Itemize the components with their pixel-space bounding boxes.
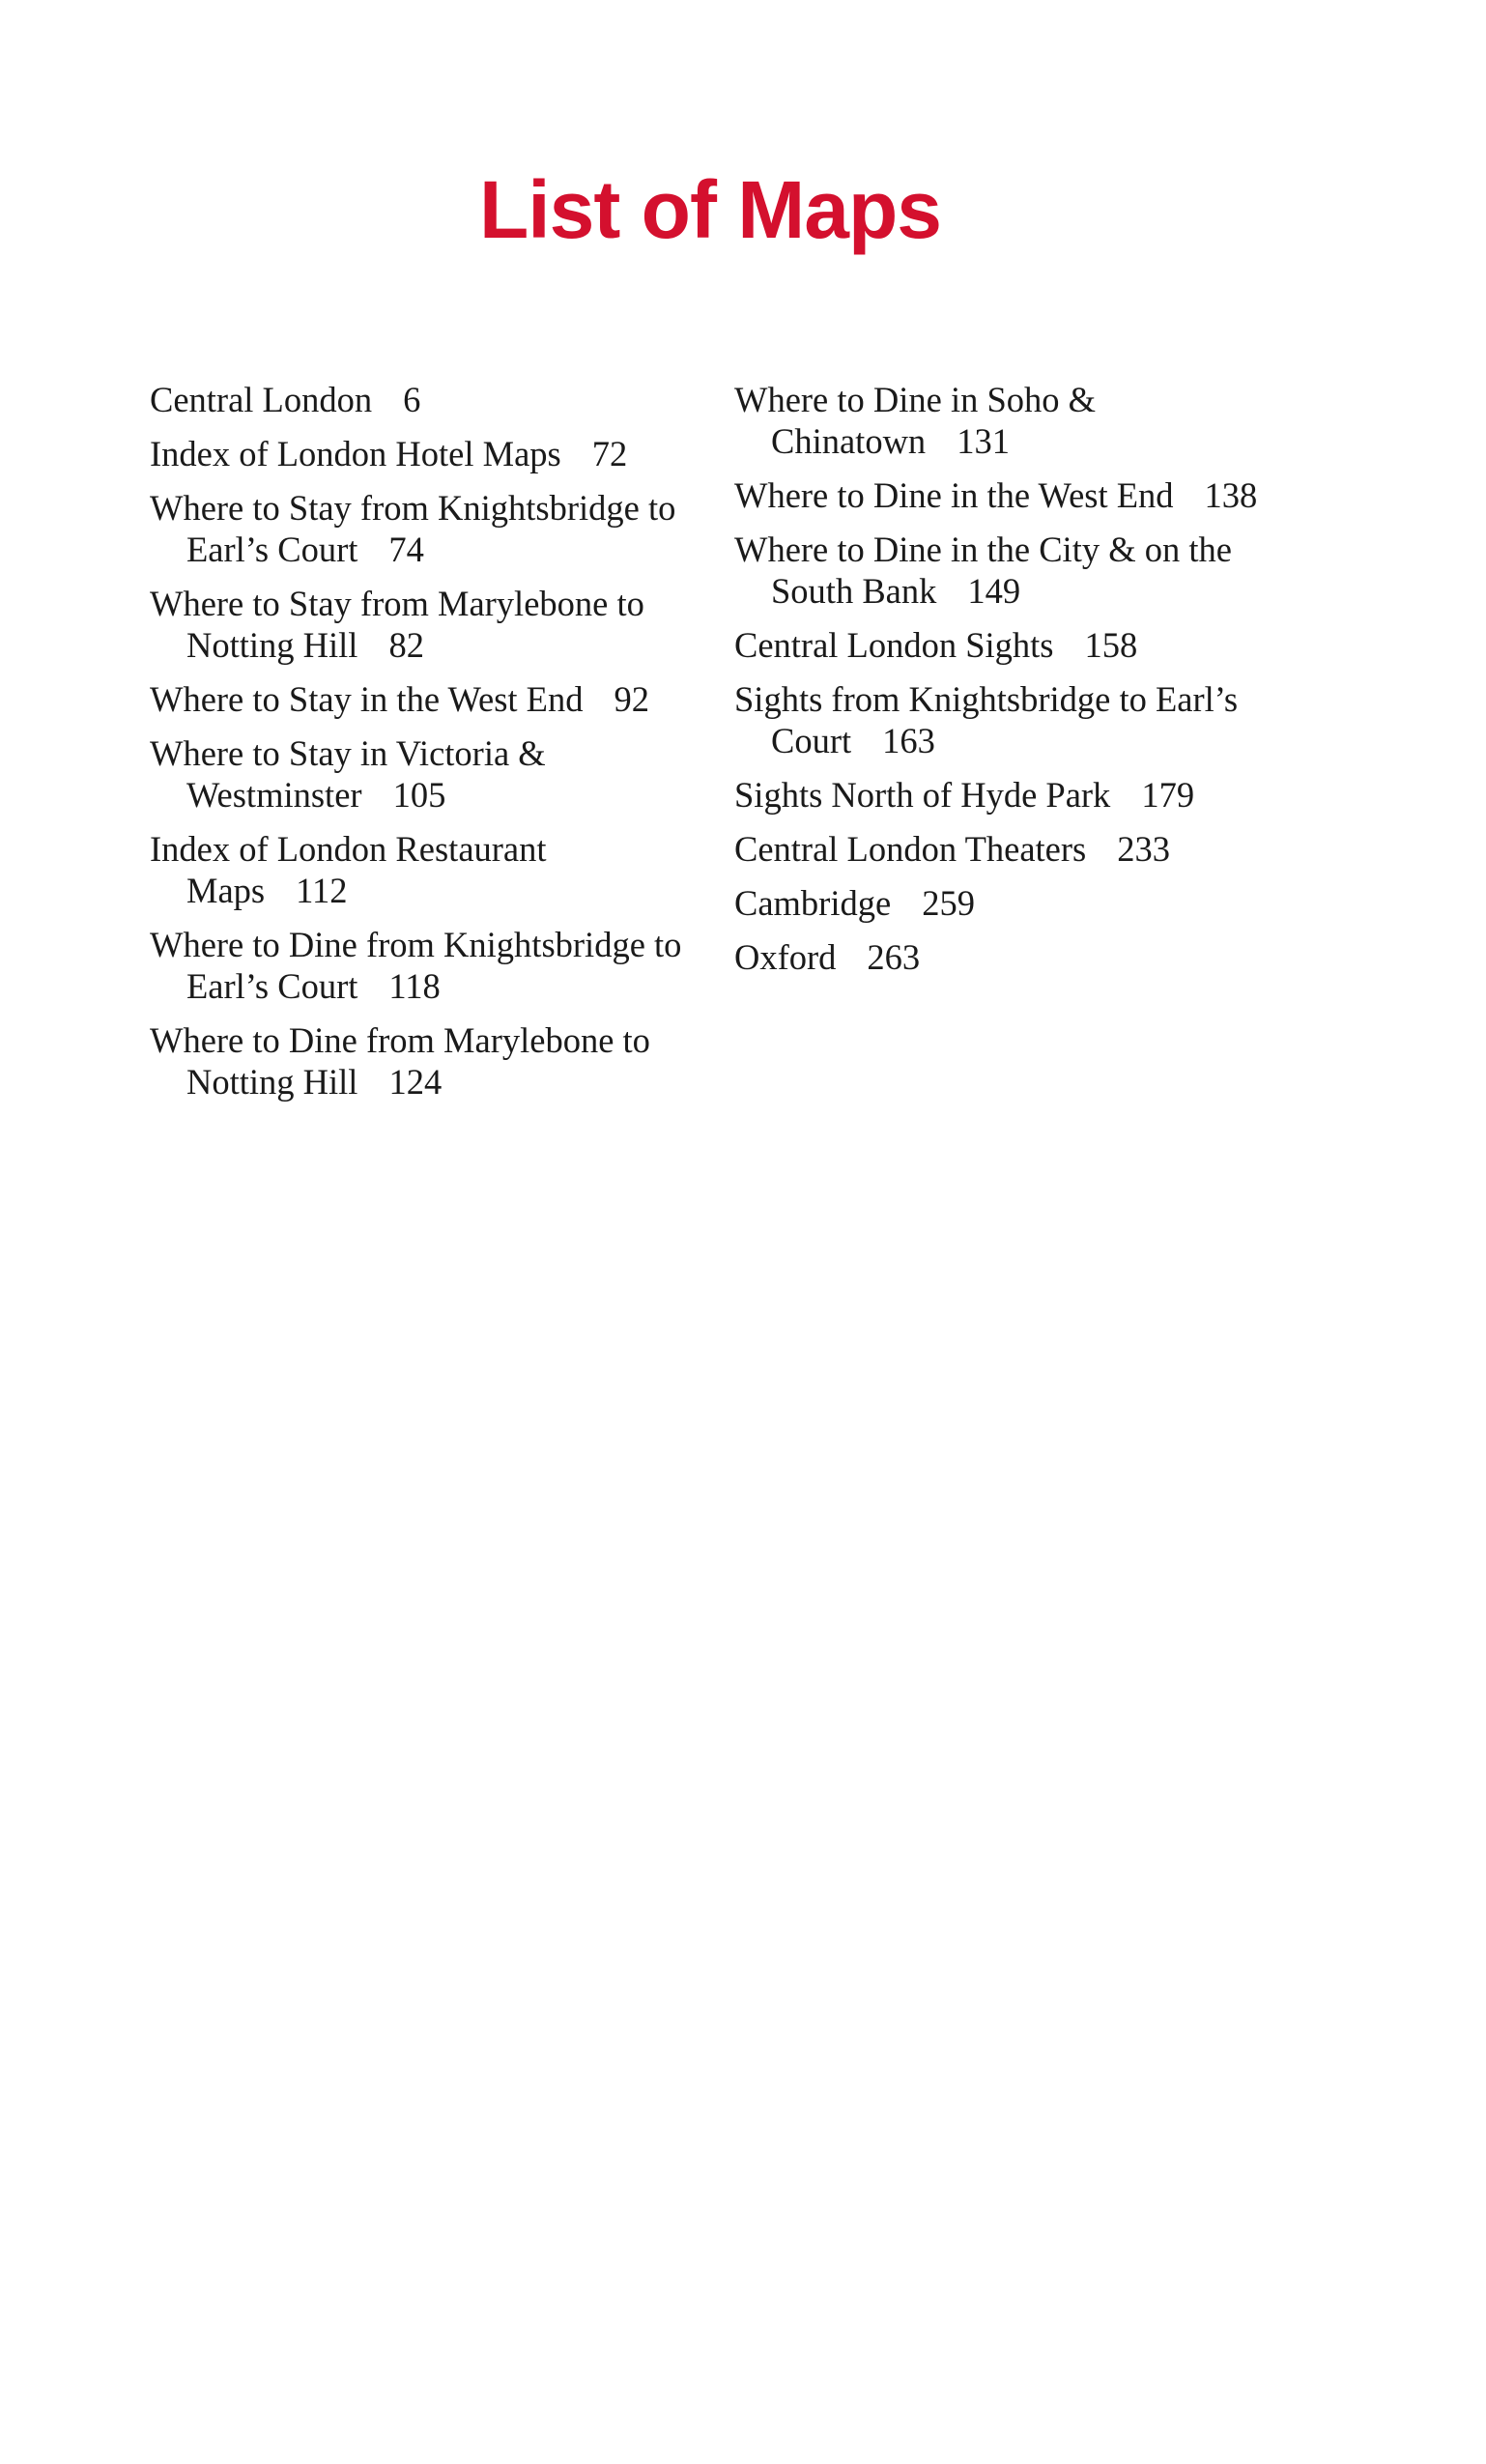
map-page-number: 131	[957, 421, 1010, 461]
map-list-item[interactable]	[150, 583, 691, 666]
map-page-number: 112	[296, 871, 348, 910]
map-title: Central London Sights	[734, 625, 1054, 665]
map-page-number: 263	[867, 937, 921, 977]
map-title: Where to Dine in the City & on the South Bank	[734, 530, 1232, 611]
map-list-item[interactable]	[150, 433, 691, 474]
map-title: Where to Stay in Victoria & Westminster	[150, 733, 546, 815]
map-list-item[interactable]	[150, 1019, 691, 1103]
map-page-number: 92	[614, 679, 649, 719]
map-page-number: 118	[388, 966, 441, 1006]
map-title: Oxford	[734, 937, 837, 977]
map-list-item[interactable]	[734, 936, 1275, 978]
map-title: Where to Dine from Knightsbridge to Earl’s Court	[150, 925, 682, 1006]
map-page-number: 105	[392, 775, 446, 815]
map-list-item[interactable]	[734, 624, 1275, 666]
map-page-number: 6	[403, 380, 421, 419]
map-page-number: 149	[967, 571, 1021, 611]
map-list-item[interactable]	[734, 529, 1275, 612]
map-page-number: 124	[388, 1062, 443, 1102]
map-title: Where to Stay from Knightsbridge to Earl’s Court	[150, 488, 676, 569]
map-title: Where to Stay from Marylebone to Notting Hill	[150, 584, 644, 665]
map-page-number: 74	[388, 530, 424, 569]
map-title: Where to Dine in the West End	[734, 475, 1174, 515]
map-page-number: 82	[388, 625, 424, 665]
map-list-item[interactable]	[150, 678, 691, 720]
map-title: Where to Dine from Marylebone to Notting Hill	[150, 1020, 650, 1102]
map-title: Where to Dine in Soho & Chinatown	[734, 380, 1097, 461]
map-page-number: 158	[1084, 625, 1138, 665]
map-title: Index of London Hotel Maps	[150, 434, 561, 473]
map-list-item[interactable]	[150, 924, 691, 1007]
map-page-number: 138	[1204, 475, 1258, 515]
map-list-item[interactable]	[150, 379, 691, 420]
map-title: Central London	[150, 380, 373, 419]
map-list-item[interactable]	[734, 379, 1275, 462]
map-list-item[interactable]	[734, 474, 1275, 516]
maps-list-right-column	[734, 379, 1275, 990]
page-title: List of Maps	[478, 164, 941, 255]
map-page-number: 179	[1141, 775, 1195, 815]
map-title: Sights from Knightsbridge to Earl’s Court	[734, 679, 1239, 760]
map-title: Where to Stay in the West End	[150, 679, 584, 719]
map-list-item[interactable]	[734, 828, 1275, 870]
map-title: Cambridge	[734, 883, 892, 923]
map-list-item[interactable]	[734, 774, 1275, 816]
map-list-item[interactable]	[150, 732, 691, 816]
maps-list-left-column	[150, 379, 691, 1115]
map-page-number: 233	[1117, 829, 1170, 869]
map-list-item[interactable]	[734, 678, 1275, 761]
map-list-item[interactable]	[150, 828, 691, 911]
map-page-number: 163	[882, 721, 935, 760]
map-title: Index of London Restaurant Maps	[150, 829, 547, 910]
map-list-item[interactable]	[150, 487, 691, 570]
map-title: Sights North of Hyde Park	[734, 775, 1111, 815]
map-page-number: 72	[591, 434, 628, 473]
map-page-number: 259	[922, 883, 975, 923]
map-title: Central London Theaters	[734, 829, 1087, 869]
map-list-item[interactable]	[734, 882, 1275, 924]
